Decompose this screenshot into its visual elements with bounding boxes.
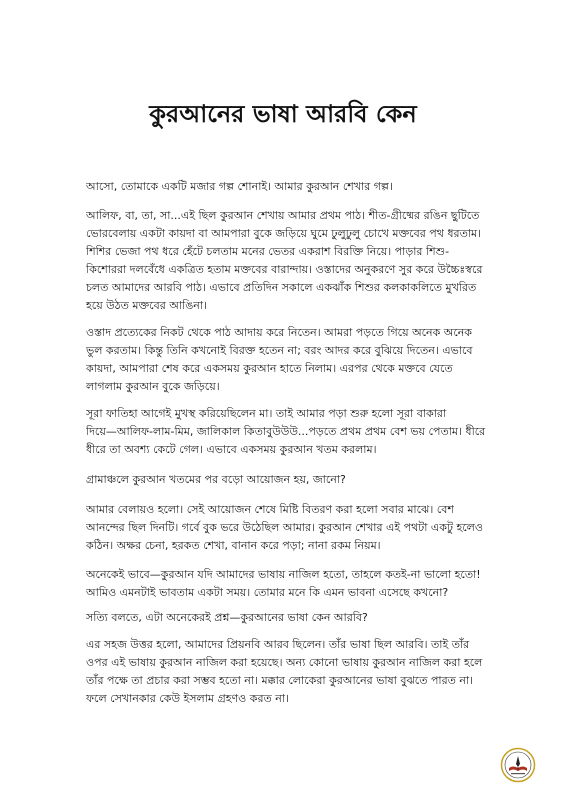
paragraph-3 (86, 324, 495, 396)
text-line: ভোরবেলায় একটা কায়দা বা আমপারা বুকে জড়িয়ে ঘুমে ঢুলুঢুলু চোখে মক্তবের পথ ধরতাম। (86, 227, 482, 240)
text-line: ভুল করতাম। কিন্তু তিনি কখনোই বিরক্ত হতেন না; বরং আদর করে বুঝিয়ে দিতেন। এভাবে (86, 344, 473, 357)
text-line: সত্যি বলতে, এটা অনেকেরই প্রশ্ন—কুরআনের ভাষা কেন আরবি? (86, 611, 368, 624)
paragraph-2 (86, 207, 495, 315)
text-line: সূরা ফাতিহা আগেই মুখস্থ করিয়েছিলেন মা। তাই আমার পড়া শুরু হলো সূরা বাকারা (86, 407, 447, 420)
text-line: আসো, তোমাকে একটি মজার গল্প শোনাই। আমার কুরআন শেখার গল্প। (86, 180, 393, 193)
text-line: অনেকেই ভাবে—কুরআন যদি আমাদের ভাষায় নাজিল হতো, তাহলে কতই-না ভালো হতো! (86, 568, 481, 581)
text-line: ধীরে তা অবশ্য কেটে গেল। এভাবে একসময় কুরআন খতম করলাম। (86, 443, 377, 456)
paragraph-6 (86, 501, 495, 555)
text-line: ওস্তাদ প্রত্যেকের নিকট থেকে পাঠ আদায় করে নিতেন। আমরা পড়তে গিয়ে অনেক অনেক (86, 326, 472, 339)
text-line: ফলে সেখানকার কেউ ইসলাম গ্রহণও করত না। (86, 692, 289, 705)
text-line: আনন্দের ছিল দিনটি। গর্বে বুক ভরে উঠেছিল আমার। কুরআন শেখার এই পথটা একটু হলেও (86, 521, 483, 534)
paragraph-4 (86, 405, 495, 459)
text-line: গ্রামাঞ্চলে কুরআন খতমের পর বড়ো আয়োজন হয়, জানো? (86, 473, 346, 486)
text-line: তাঁর পক্ষে তা প্রচার করা সম্ভব হতো না। মক্কার লোকেরা কুরআনের ভাষা বুঝতে পারত না। (86, 674, 474, 687)
text-line: আমার বেলায়ও হলো। সেই আয়োজন শেষে মিষ্টি বিতরণ করা হলো সবার মাঝে। বেশ (86, 503, 454, 516)
text-line: হয়ে উঠত মক্তবের আঙিনা। (86, 299, 207, 312)
text-line: এর সহজ উত্তর হলো, আমাদের প্রিয়নবি আরব ছিলেন। তাঁর ভাষা ছিল আরবি। তাই তাঁর (86, 638, 470, 651)
text-line: ওপর এই ভাষায় কুরআন নাজিল করা হয়েছে। অন্য কোনো ভাষায় কুরআন নাজিল করা হলে (86, 656, 483, 669)
text-line: চলত আমাদের আরবি পাঠ। এভাবে প্রতিদিন সকালে একঝাঁক শিশুর কলকাকলিতে মুখরিত (86, 281, 477, 294)
paragraph-5 (86, 471, 495, 489)
paragraph-7 (86, 566, 495, 602)
text-line: কঠিন। অক্ষর চেনা, হরকত শেখা, বানান করে পড়া; নানা রকম নিয়ম। (86, 539, 381, 552)
page-title: কুরআনের ভাষা আরবি কেন (149, 100, 417, 128)
book-pen-logo-icon (500, 747, 536, 783)
text-line: কায়দা, আমপারা শেষ করে একসময় কুরআন হাতে নিলাম। এরপর থেকে মক্তবে যেতে (86, 362, 453, 375)
paragraph-9 (86, 636, 495, 708)
paragraph-1 (86, 178, 495, 196)
text-line: লাগলাম কুরআন বুকে জড়িয়ে। (86, 380, 220, 393)
text-line: দিয়ে—আলিফ-লাম-মিম, জালিকাল কিতাবুউউউ...পড়তে প্রথম প্রথম বেশ ভয় পেতাম। ধীরে (86, 425, 486, 438)
text-line: আলিফ, বা, তা, সা...এই ছিল কুরআন শেখায় আমার প্রথম পাঠ। শীত-গ্রীষ্মের রঙিন ছুটিতে (86, 209, 480, 222)
paragraph-8 (86, 609, 495, 627)
text-line: আমিও এমনটাই ভাবতাম একটা সময়। তোমার মনে কি এমন ভাবনা এসেছে কখনো? (86, 586, 449, 599)
text-line: শিশির ভেজা পথ ধরে হেঁটে চলতাম মনের ভেতর একরাশ বিরক্তি নিয়ে। পাড়ার শিশু- (86, 245, 450, 258)
text-line: কিশোররা দলবেঁধে একত্রিত হতাম মক্তবের বারান্দায়। ওস্তাদের অনুকরণে সুর করে উচ্চৈঃস্বরে (86, 263, 483, 276)
